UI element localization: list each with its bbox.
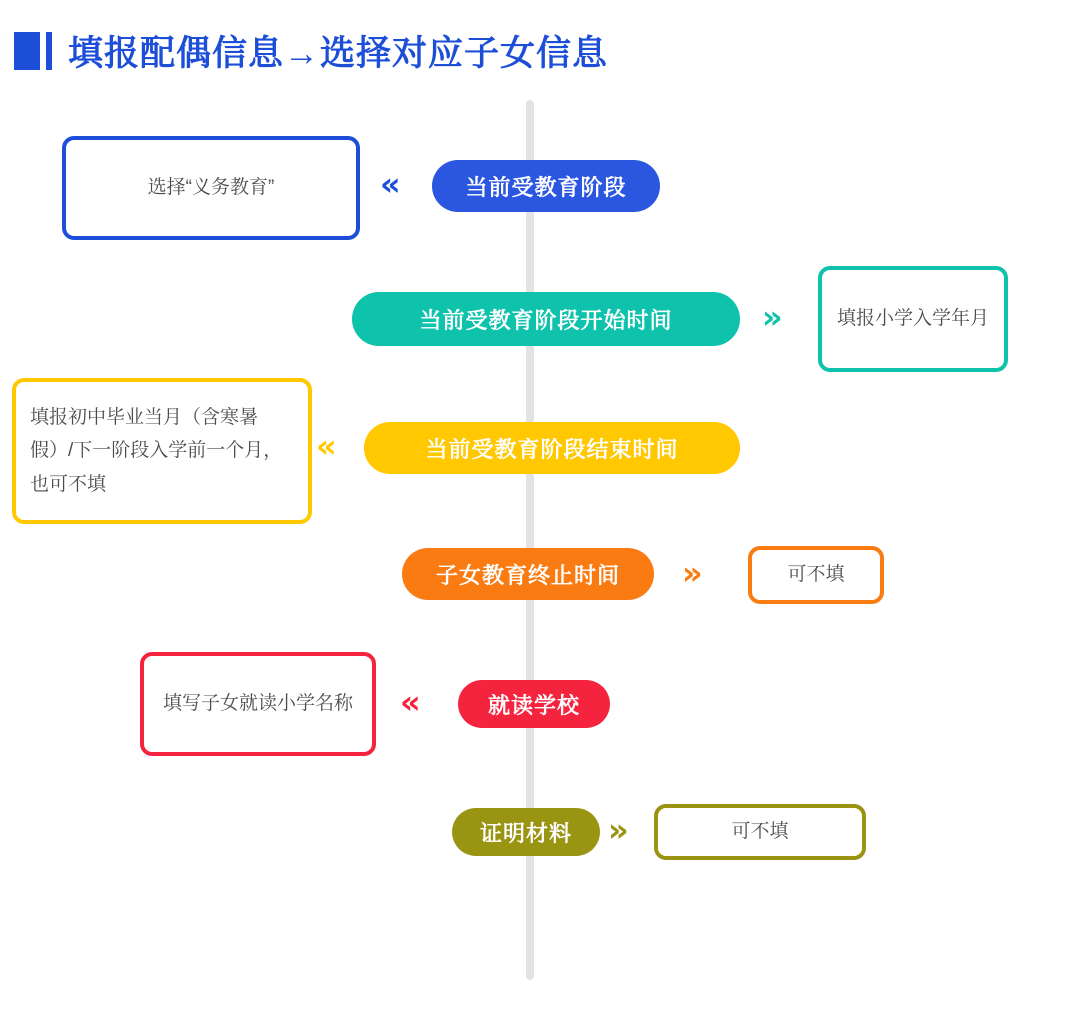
page-title-row (0, 18, 1080, 78)
note-box-education-termination-time: 可不填 (748, 546, 884, 604)
note-box-stage-end-time: 填报初中毕业当月（含寒暑假）/下一阶段入学前一个月，也可不填 (12, 378, 312, 524)
field-pill-education-termination-time[interactable]: 子女教育终止时间 (402, 548, 654, 600)
arrow-right-icon-row4: » (682, 554, 703, 592)
arrow-right-icon-row6: » (608, 811, 629, 849)
note-box-school: 填写子女就读小学名称 (140, 652, 376, 756)
note-box-current-stage: 选择“义务教育” (62, 136, 360, 240)
title-accent-bar-thin (46, 32, 52, 70)
arrow-right-icon-row2: » (762, 298, 783, 336)
arrow-left-icon-row5: « (400, 683, 421, 721)
field-pill-current-stage[interactable]: 当前受教育阶段 (432, 160, 660, 212)
note-box-stage-start-time: 填报小学入学年月 (818, 266, 1008, 372)
field-pill-school[interactable]: 就读学校 (458, 680, 610, 728)
title-accent-bar (14, 32, 40, 70)
field-pill-proof-materials[interactable]: 证明材料 (452, 808, 600, 856)
note-box-proof-materials: 可不填 (654, 804, 866, 860)
arrow-left-icon-row1: « (380, 165, 401, 203)
arrow-left-icon-row3: « (316, 427, 337, 465)
field-pill-stage-start-time[interactable]: 当前受教育阶段开始时间 (352, 292, 740, 346)
page-title: 填报配偶信息→选择对应子女信息 (68, 34, 609, 73)
field-pill-stage-end-time[interactable]: 当前受教育阶段结束时间 (364, 422, 740, 474)
